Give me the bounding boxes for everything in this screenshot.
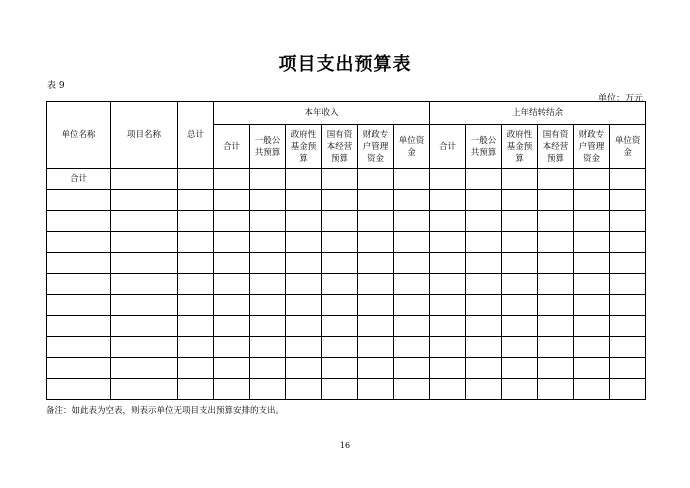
table-cell — [430, 316, 466, 337]
table-cell — [466, 232, 502, 253]
table-cell — [111, 211, 178, 232]
table-cell — [214, 358, 250, 379]
table-cell — [394, 169, 430, 190]
table-cell — [538, 337, 574, 358]
table-cell — [466, 358, 502, 379]
cell-unit-name — [47, 190, 111, 211]
table-cell — [178, 169, 214, 190]
table-cell — [466, 337, 502, 358]
table-cell — [610, 379, 646, 400]
table-cell — [610, 211, 646, 232]
table-cell — [214, 295, 250, 316]
cell-unit-name — [47, 316, 111, 337]
table-cell — [286, 274, 322, 295]
table-cell — [574, 253, 610, 274]
table-cell — [358, 358, 394, 379]
table-row — [47, 316, 646, 337]
table-row — [47, 358, 646, 379]
table-cell — [286, 358, 322, 379]
table-cell — [214, 169, 250, 190]
income-subheader-1: 一般公共预算 — [250, 125, 286, 169]
table-cell — [394, 232, 430, 253]
table-cell — [178, 190, 214, 211]
cell-unit-name: 合计 — [47, 169, 111, 190]
table-cell — [574, 379, 610, 400]
table-cell — [394, 358, 430, 379]
table-cell — [250, 190, 286, 211]
table-note: 备注：如此表为空表，则表示单位无项目支出预算安排的支出。 — [46, 406, 285, 416]
table-cell — [178, 379, 214, 400]
table-cell — [358, 316, 394, 337]
table-cell — [610, 253, 646, 274]
header-row-1 — [47, 102, 646, 125]
table-cell — [286, 295, 322, 316]
page-title: 项目支出预算表 — [278, 54, 412, 75]
table-cell — [610, 337, 646, 358]
table-cell — [214, 337, 250, 358]
table-cell — [466, 295, 502, 316]
table-cell — [178, 337, 214, 358]
cell-unit-name — [47, 274, 111, 295]
table-cell — [538, 316, 574, 337]
header-last-year-carryover: 上年结转结余 — [430, 102, 646, 125]
table-cell — [250, 337, 286, 358]
table-cell — [358, 190, 394, 211]
table-cell — [111, 358, 178, 379]
table-cell — [358, 211, 394, 232]
cell-unit-name — [47, 358, 111, 379]
table-cell — [394, 274, 430, 295]
table-cell — [286, 211, 322, 232]
income-subheader-0: 合计 — [214, 125, 250, 169]
cell-unit-name — [47, 253, 111, 274]
table-cell — [322, 379, 358, 400]
table-cell — [250, 274, 286, 295]
table-cell — [111, 274, 178, 295]
table-cell — [574, 211, 610, 232]
header-current-year-income: 本年收入 — [214, 102, 430, 125]
table-cell — [466, 190, 502, 211]
header-total: 总计 — [178, 102, 214, 169]
table-cell — [111, 295, 178, 316]
carryover-subheader-1: 一般公共预算 — [466, 125, 502, 169]
project-expenditure-table — [46, 101, 646, 400]
table-cell — [502, 253, 538, 274]
table-cell — [322, 358, 358, 379]
table-cell — [214, 211, 250, 232]
table-cell — [286, 232, 322, 253]
table-cell — [502, 295, 538, 316]
table-cell — [214, 253, 250, 274]
carryover-subheader-4: 财政专户管理资金 — [574, 125, 610, 169]
table-cell — [286, 379, 322, 400]
table-cell — [286, 169, 322, 190]
table-cell — [358, 232, 394, 253]
table-cell — [250, 253, 286, 274]
table-cell — [538, 379, 574, 400]
table-cell — [322, 316, 358, 337]
table-cell — [358, 379, 394, 400]
cell-unit-name — [47, 295, 111, 316]
income-subheader-3: 国有资本经营预算 — [322, 125, 358, 169]
carryover-subheader-5: 单位资金 — [610, 125, 646, 169]
table-cell — [250, 169, 286, 190]
table-cell — [358, 169, 394, 190]
table-cell — [430, 232, 466, 253]
table-row — [47, 169, 646, 190]
table-cell — [502, 211, 538, 232]
table-cell — [538, 253, 574, 274]
table-cell — [111, 253, 178, 274]
table-cell — [502, 379, 538, 400]
table-cell — [466, 379, 502, 400]
table-cell — [358, 253, 394, 274]
carryover-subheader-0: 合计 — [430, 125, 466, 169]
table-row — [47, 190, 646, 211]
table-cell — [430, 211, 466, 232]
page-number: 16 — [339, 441, 351, 450]
table-cell — [358, 274, 394, 295]
table-cell — [574, 316, 610, 337]
table-cell — [538, 211, 574, 232]
table-cell — [178, 358, 214, 379]
table-cell — [574, 295, 610, 316]
table-cell — [430, 295, 466, 316]
cell-unit-name — [47, 211, 111, 232]
table-cell — [322, 274, 358, 295]
table-cell — [394, 316, 430, 337]
table-cell — [538, 232, 574, 253]
table-cell — [394, 190, 430, 211]
table-cell — [250, 211, 286, 232]
table-cell — [466, 274, 502, 295]
table-cell — [466, 211, 502, 232]
table-cell — [394, 379, 430, 400]
table-cell — [394, 211, 430, 232]
table-cell — [430, 190, 466, 211]
table-cell — [430, 379, 466, 400]
table-cell — [214, 274, 250, 295]
carryover-subheader-3: 国有资本经营预算 — [538, 125, 574, 169]
table-cell — [286, 190, 322, 211]
table-row — [47, 211, 646, 232]
table-row — [47, 295, 646, 316]
carryover-subheader-2: 政府性基金预算 — [502, 125, 538, 169]
table-cell — [430, 169, 466, 190]
table-cell — [430, 358, 466, 379]
table-cell — [502, 358, 538, 379]
table-cell — [538, 274, 574, 295]
table-cell — [574, 274, 610, 295]
table-cell — [111, 190, 178, 211]
table-cell — [322, 211, 358, 232]
table-row — [47, 253, 646, 274]
table-cell — [111, 232, 178, 253]
table-cell — [214, 379, 250, 400]
table-cell — [574, 169, 610, 190]
table-cell — [111, 337, 178, 358]
table-cell — [358, 337, 394, 358]
table-cell — [250, 379, 286, 400]
table-cell — [214, 316, 250, 337]
income-subheader-2: 政府性基金预算 — [286, 125, 322, 169]
table-cell — [250, 316, 286, 337]
table-cell — [466, 316, 502, 337]
table-cell — [286, 253, 322, 274]
cell-unit-name — [47, 379, 111, 400]
table-number: 表 9 — [47, 81, 65, 91]
table-row — [47, 274, 646, 295]
table-cell — [250, 358, 286, 379]
table-cell — [574, 358, 610, 379]
table-cell — [610, 274, 646, 295]
table-cell — [502, 316, 538, 337]
table-cell — [610, 358, 646, 379]
table-cell — [111, 316, 178, 337]
table-cell — [178, 253, 214, 274]
table-cell — [430, 274, 466, 295]
table-cell — [574, 337, 610, 358]
table-cell — [610, 316, 646, 337]
table-cell — [214, 232, 250, 253]
table-cell — [538, 169, 574, 190]
table-cell — [286, 337, 322, 358]
table-cell — [502, 169, 538, 190]
table-cell — [538, 190, 574, 211]
table-cell — [178, 274, 214, 295]
table-cell — [250, 295, 286, 316]
table-cell — [322, 253, 358, 274]
cell-unit-name — [47, 337, 111, 358]
table-cell — [178, 316, 214, 337]
table-cell — [610, 295, 646, 316]
table-cell — [394, 253, 430, 274]
table-cell — [502, 232, 538, 253]
table-cell — [178, 232, 214, 253]
table-cell — [111, 379, 178, 400]
table-cell — [178, 295, 214, 316]
table-cell — [466, 169, 502, 190]
table-cell — [322, 337, 358, 358]
table-cell — [502, 274, 538, 295]
table-cell — [466, 253, 502, 274]
table-cell — [610, 190, 646, 211]
table-cell — [574, 190, 610, 211]
table-cell — [502, 190, 538, 211]
table-cell — [610, 232, 646, 253]
header-project-name: 项目名称 — [111, 102, 178, 169]
table-row — [47, 232, 646, 253]
table-cell — [502, 337, 538, 358]
table-cell — [111, 169, 178, 190]
table-row — [47, 337, 646, 358]
table-cell — [322, 232, 358, 253]
table-cell — [394, 337, 430, 358]
table-cell — [322, 190, 358, 211]
table-cell — [394, 295, 430, 316]
table-cell — [322, 295, 358, 316]
table-cell — [574, 232, 610, 253]
income-subheader-5: 单位资金 — [394, 125, 430, 169]
cell-unit-name — [47, 232, 111, 253]
table-cell — [250, 232, 286, 253]
table-cell — [430, 253, 466, 274]
table-cell — [358, 295, 394, 316]
table-cell — [214, 190, 250, 211]
table-cell — [538, 295, 574, 316]
table-cell — [322, 169, 358, 190]
table-cell — [610, 169, 646, 190]
table-cell — [430, 337, 466, 358]
header-unit-name: 单位名称 — [47, 102, 111, 169]
table-cell — [178, 211, 214, 232]
table-row — [47, 379, 646, 400]
income-subheader-4: 财政专户管理资金 — [358, 125, 394, 169]
unit-label: 单位：万元 — [597, 94, 643, 104]
table-cell — [538, 358, 574, 379]
table-cell — [286, 316, 322, 337]
